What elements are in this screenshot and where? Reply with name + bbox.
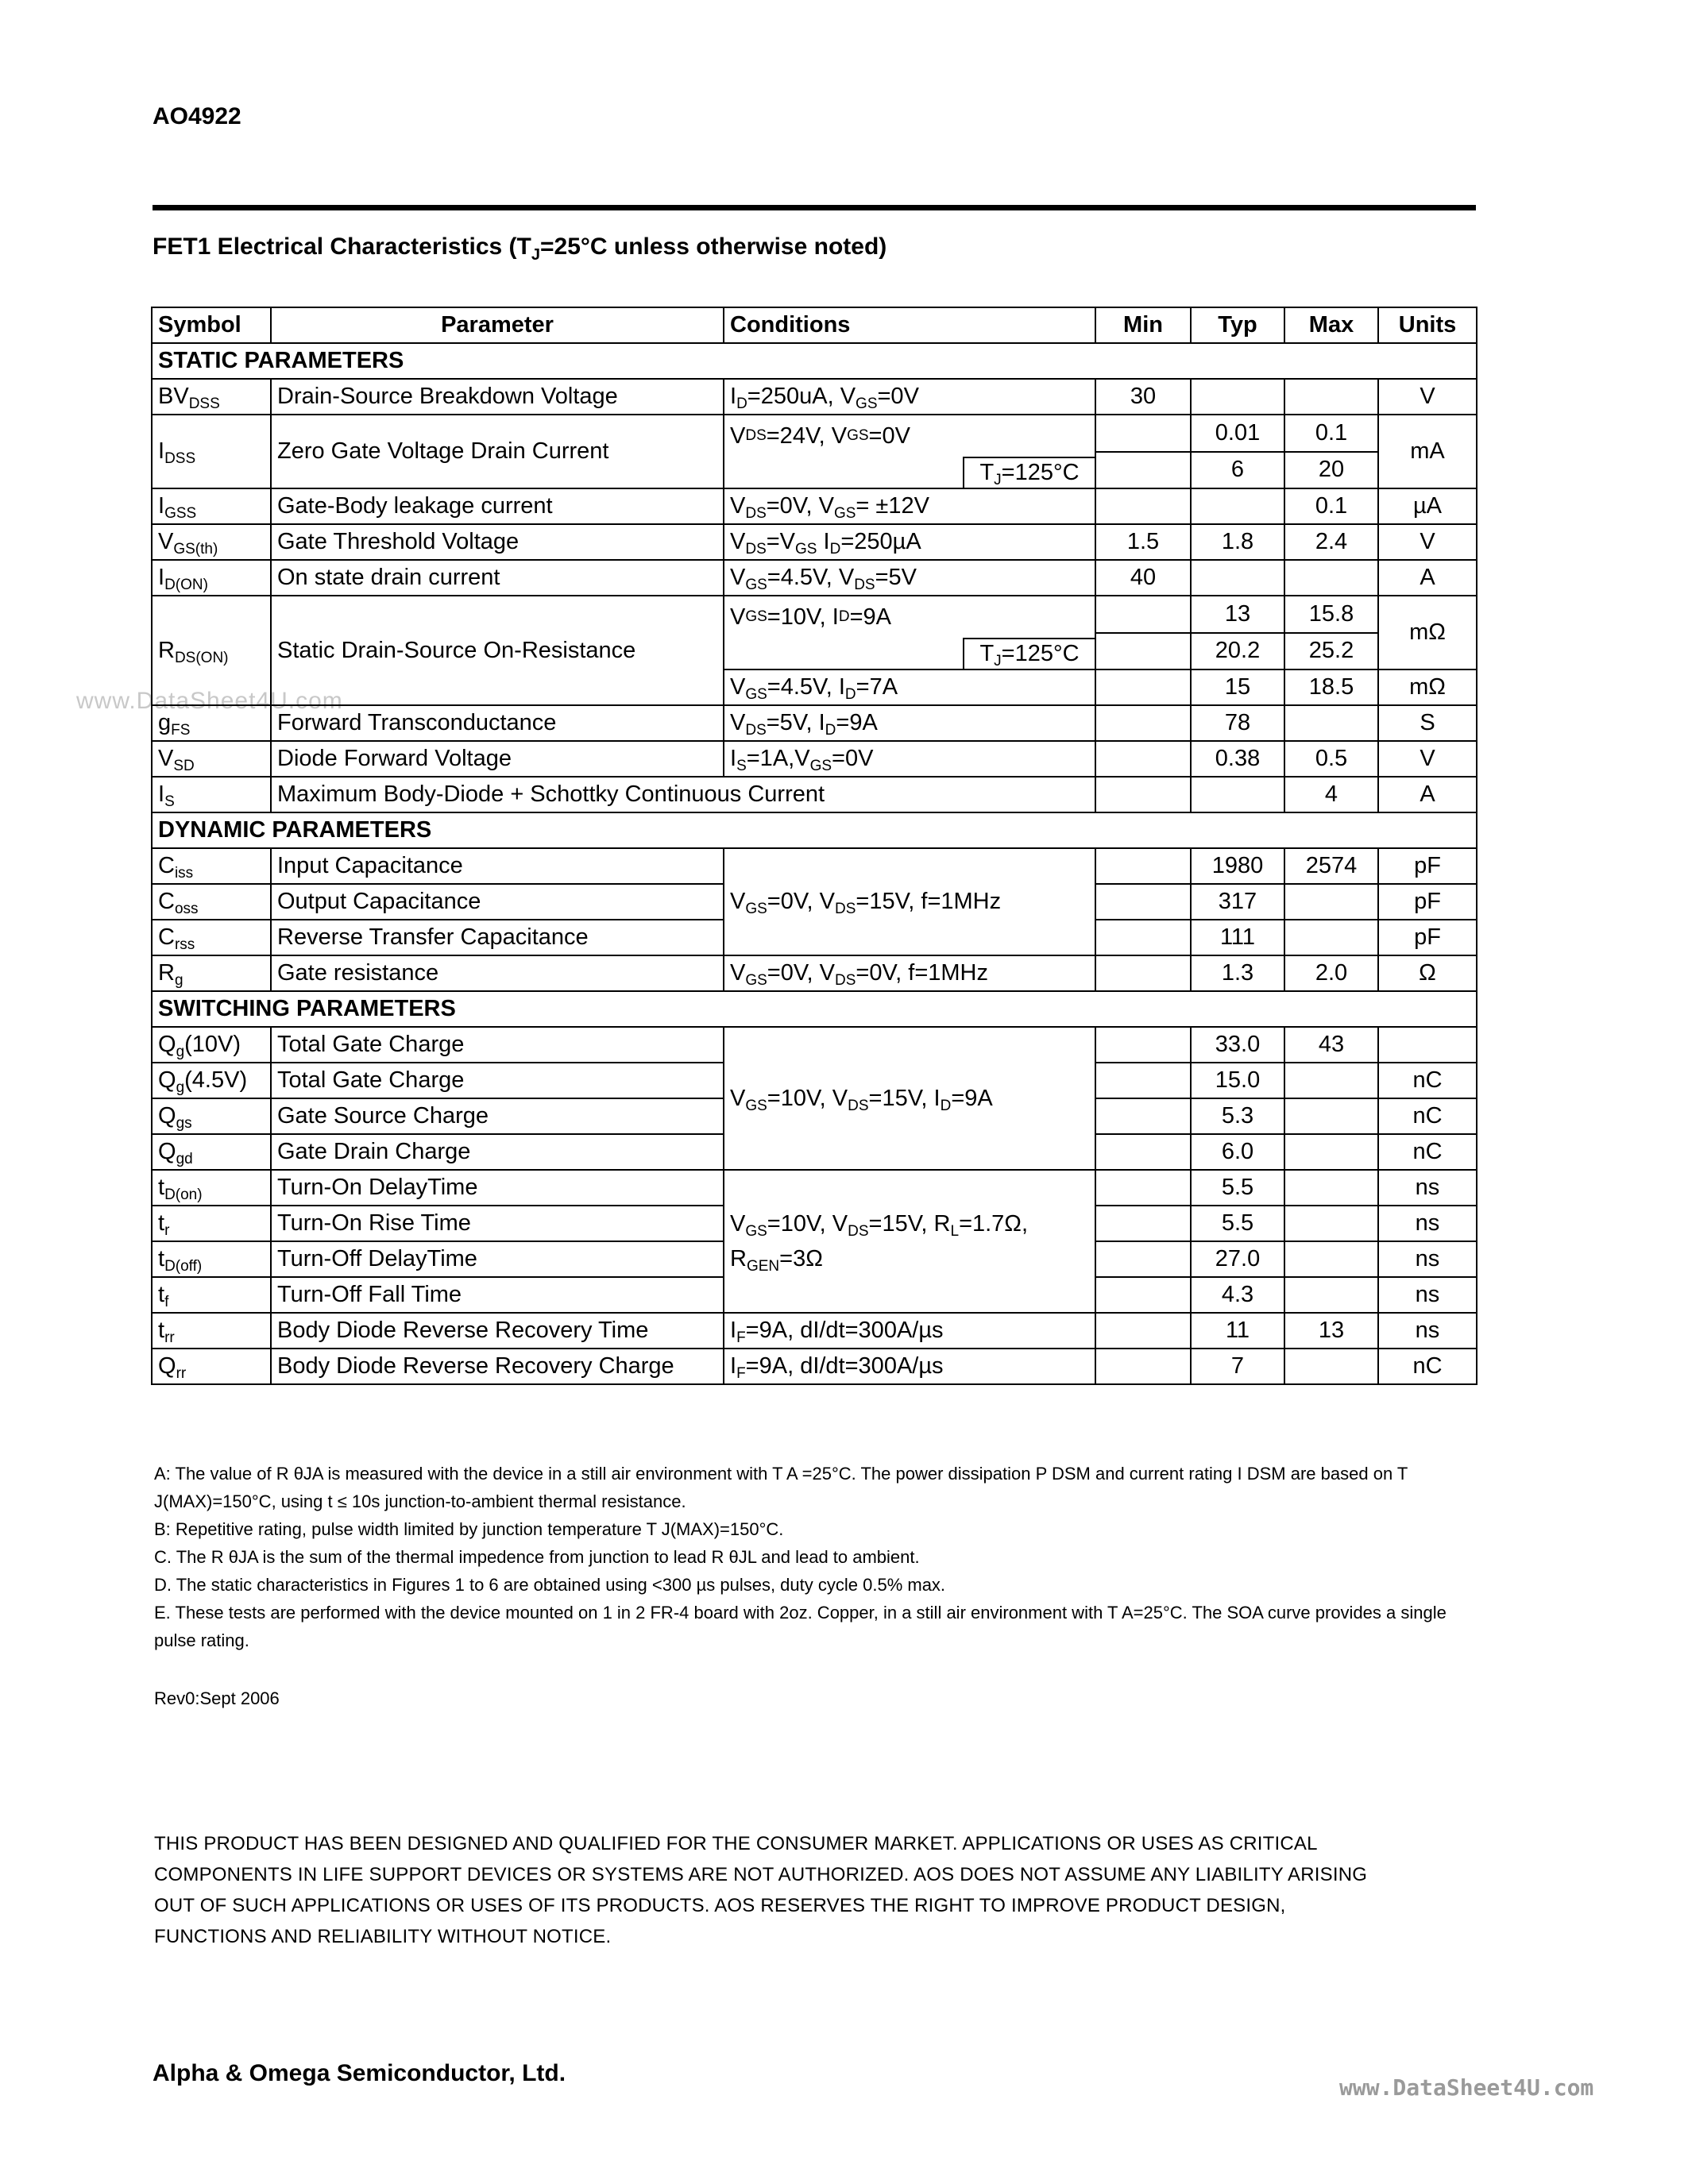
unit-cell: mΩ [1378, 669, 1477, 705]
symbol-cell: $Q_{gs}$ [152, 1098, 271, 1134]
parameter-cell: Turn-Off Fall Time [271, 1277, 724, 1313]
unit-cell: V [1378, 524, 1477, 560]
section-label: STATIC PARAMETERS [152, 343, 1477, 379]
revision: Rev0:Sept 2006 [154, 1688, 280, 1708]
max-cell [1284, 560, 1378, 596]
typ-cell: 15.0 [1191, 1063, 1284, 1098]
header-min: Min [1095, 307, 1191, 343]
typ-cell: 27.0 [1191, 1241, 1284, 1277]
table-row [152, 415, 1477, 452]
max-cell: 20 [1284, 452, 1378, 489]
header-typ: Typ [1191, 307, 1284, 343]
table-row [152, 379, 1477, 415]
min-cell [1095, 488, 1191, 524]
unit-cell: pF [1378, 848, 1477, 884]
unit-cell: nC [1378, 1098, 1477, 1134]
conditions-cell: $I_F=9A$, dI/dt=300A/µs [724, 1313, 1095, 1349]
conditions-cell: $V_{DS}=V_{GS}$ $I_D=250\mu A$ [724, 524, 1095, 560]
parameter-cell: Total Gate Charge [271, 1027, 724, 1063]
min-cell [1095, 1027, 1191, 1063]
typ-cell [1191, 488, 1284, 524]
parameter-cell: Body Diode Reverse Recovery Time [271, 1313, 724, 1349]
unit-cell: µA [1378, 488, 1477, 524]
header-conditions: Conditions [724, 307, 1095, 343]
max-cell: 18.5 [1284, 669, 1378, 705]
parameter-cell: Input Capacitance [271, 848, 724, 884]
min-cell [1095, 1206, 1191, 1241]
max-cell [1284, 920, 1378, 955]
symbol-cell: $R_{DS(ON)}$ [152, 596, 271, 705]
conditions-cell: $I_D=250uA$, $V_{GS}=0V$ [724, 379, 1095, 415]
max-cell: 2574 [1284, 848, 1378, 884]
company-name: Alpha & Omega Semiconductor, Ltd. [153, 2060, 566, 2086]
table-row [152, 560, 1477, 596]
parameter-cell: Turn-On Rise Time [271, 1206, 724, 1241]
symbol-cell: $Q_g(10V)$ [152, 1027, 271, 1063]
max-cell [1284, 1349, 1378, 1384]
conditions-cell: $V_{GS}=10V$, $V_{DS}=15V$, $R_L=1.7\Omega$, $R_{GEN}=3\Omega$ [724, 1170, 1095, 1313]
typ-cell: 7 [1191, 1349, 1284, 1384]
section-row-static [152, 343, 1477, 379]
symbol-cell: $R_g$ [152, 955, 271, 991]
typ-cell: 1.3 [1191, 955, 1284, 991]
parameter-cell: Gate resistance [271, 955, 724, 991]
symbol-cell: $t_f$ [152, 1277, 271, 1313]
unit-cell: mA [1378, 415, 1477, 488]
note-e: E. These tests are performed with the device mounted on 1 in 2 FR-4 board with 2oz. Copper, in a still air environment with T A=25°C. The SOA curve provides a single pulse rating. [154, 1603, 1447, 1650]
typ-cell: 0.01 [1191, 415, 1284, 452]
symbol-cell: $BV_{DSS}$ [152, 379, 271, 415]
max-cell [1284, 1206, 1378, 1241]
section-label: DYNAMIC PARAMETERS [152, 812, 1477, 848]
watermark-left: www.DataSheet4U.com [76, 688, 343, 714]
max-cell: 25.2 [1284, 633, 1378, 670]
symbol-cell: $V_{GS(th)}$ [152, 524, 271, 560]
min-cell [1095, 741, 1191, 777]
max-cell: 0.5 [1284, 741, 1378, 777]
table-row [152, 705, 1477, 741]
max-cell: 2.4 [1284, 524, 1378, 560]
unit-cell: A [1378, 560, 1477, 596]
symbol-cell: $Q_{rr}$ [152, 1349, 271, 1384]
watermark-right: www.DataSheet4U.com [1339, 2074, 1594, 2101]
max-cell [1284, 379, 1378, 415]
min-cell [1095, 1277, 1191, 1313]
parameter-cell: Gate-Body leakage current [271, 488, 724, 524]
conditions-cell: $V_{DS}=0V$, $V_{GS}= \pm 12V$ [724, 488, 1095, 524]
header-units: Units [1378, 307, 1477, 343]
min-cell [1095, 777, 1191, 812]
max-cell [1284, 1098, 1378, 1134]
symbol-cell: $C_{rss}$ [152, 920, 271, 955]
parameter-cell: Gate Drain Charge [271, 1134, 724, 1170]
unit-cell: ns [1378, 1170, 1477, 1206]
unit-cell: ns [1378, 1277, 1477, 1313]
max-cell [1284, 705, 1378, 741]
table-row [152, 777, 1477, 812]
footnotes [154, 1460, 1473, 1654]
unit-cell [1378, 1027, 1477, 1063]
unit-cell: Ω [1378, 955, 1477, 991]
parameter-cell: Static Drain-Source On-Resistance [271, 596, 724, 705]
min-cell [1095, 848, 1191, 884]
typ-cell: 6 [1191, 452, 1284, 489]
symbol-cell: $Q_g(4.5V)$ [152, 1063, 271, 1098]
parameter-cell: Reverse Transfer Capacitance [271, 920, 724, 955]
parameter-cell: Total Gate Charge [271, 1063, 724, 1098]
parameter-cell: Drain-Source Breakdown Voltage [271, 379, 724, 415]
parameter-cell: Turn-On DelayTime [271, 1170, 724, 1206]
unit-cell: nC [1378, 1063, 1477, 1098]
table-row [152, 848, 1477, 884]
min-cell [1095, 1098, 1191, 1134]
typ-cell: 15 [1191, 669, 1284, 705]
typ-cell: 4.3 [1191, 1277, 1284, 1313]
symbol-cell: $Q_{gd}$ [152, 1134, 271, 1170]
table-row [152, 596, 1477, 633]
parameter-cell: Zero Gate Voltage Drain Current [271, 415, 724, 488]
parameter-cell: Body Diode Reverse Recovery Charge [271, 1349, 724, 1384]
max-cell [1284, 1170, 1378, 1206]
min-cell [1095, 669, 1191, 705]
table-row [152, 1349, 1477, 1384]
conditions-cell: $V_{GS}=4.5V$, $I_D=7A$ [724, 669, 1095, 705]
conditions-cell: $V_{GS}=0V$, $V_{DS}=0V$, f=1MHz [724, 955, 1095, 991]
max-cell [1284, 1241, 1378, 1277]
max-cell: 0.1 [1284, 488, 1378, 524]
symbol-cell: $V_{SD}$ [152, 741, 271, 777]
min-cell [1095, 452, 1191, 489]
min-cell [1095, 920, 1191, 955]
typ-cell: 5.5 [1191, 1206, 1284, 1241]
min-cell [1095, 705, 1191, 741]
symbol-cell: $g_{FS}$ [152, 705, 271, 741]
top-rule [153, 205, 1476, 210]
min-cell: 30 [1095, 379, 1191, 415]
max-cell [1284, 1134, 1378, 1170]
table-row [152, 524, 1477, 560]
min-cell [1095, 1241, 1191, 1277]
typ-cell: 33.0 [1191, 1027, 1284, 1063]
typ-cell: 1.8 [1191, 524, 1284, 560]
min-cell [1095, 596, 1191, 633]
typ-cell: 78 [1191, 705, 1284, 741]
min-cell [1095, 1349, 1191, 1384]
typ-cell: 11 [1191, 1313, 1284, 1349]
note-c: C. The R θJA is the sum of the thermal impedence from junction to lead R θJL and lead to ambient. [154, 1547, 920, 1567]
typ-cell: 20.2 [1191, 633, 1284, 670]
typ-cell: 5.3 [1191, 1098, 1284, 1134]
unit-cell: V [1378, 741, 1477, 777]
unit-cell: pF [1378, 920, 1477, 955]
note-b: B: Repetitive rating, pulse width limited by junction temperature T J(MAX)=150°C. [154, 1519, 784, 1539]
parameter-cell: Maximum Body-Diode + Schottky Continuous Current [271, 777, 1095, 812]
symbol-cell: $I_{DSS}$ [152, 415, 271, 488]
parameter-cell: Forward Transconductance [271, 705, 724, 741]
min-cell: 1.5 [1095, 524, 1191, 560]
unit-cell: nC [1378, 1349, 1477, 1384]
typ-cell [1191, 560, 1284, 596]
max-cell: 0.1 [1284, 415, 1378, 452]
conditions-cell: $V_{GS}=4.5V$, $V_{DS}=5V$ [724, 560, 1095, 596]
conditions-cell: V GS =10V, I D =9A $T_J=125^\circ C$ [724, 596, 1095, 669]
conditions-cell: V DS =24V, V GS =0V $T_J=125^\circ C$ [724, 415, 1095, 488]
symbol-cell: $C_{oss}$ [152, 884, 271, 920]
unit-cell: ns [1378, 1241, 1477, 1277]
symbol-cell: $t_r$ [152, 1206, 271, 1241]
table-row [152, 955, 1477, 991]
typ-cell: 6.0 [1191, 1134, 1284, 1170]
max-cell: 43 [1284, 1027, 1378, 1063]
min-cell [1095, 1134, 1191, 1170]
unit-cell: S [1378, 705, 1477, 741]
part-number: AO4922 [153, 103, 241, 129]
typ-cell: 5.5 [1191, 1170, 1284, 1206]
conditions-cell: $V_{GS}=0V$, $V_{DS}=15V$, f=1MHz [724, 848, 1095, 955]
table-row [152, 1027, 1477, 1063]
parameter-cell: Turn-Off DelayTime [271, 1241, 724, 1277]
parameter-cell: Diode Forward Voltage [271, 741, 724, 777]
min-cell [1095, 1170, 1191, 1206]
note-d: D. The static characteristics in Figures 1 to 6 are obtained using <300 µs pulses, duty cycle 0.5% max. [154, 1575, 946, 1595]
conditions-cell: $I_S=1A,V_{GS}=0V$ [724, 741, 1095, 777]
parameter-cell: On state drain current [271, 560, 724, 596]
symbol-cell: $C_{iss}$ [152, 848, 271, 884]
min-cell [1095, 884, 1191, 920]
min-cell: 40 [1095, 560, 1191, 596]
electrical-characteristics-table [151, 307, 1477, 1385]
max-cell: 4 [1284, 777, 1378, 812]
typ-cell: 13 [1191, 596, 1284, 633]
unit-cell: V [1378, 379, 1477, 415]
disclaimer: THIS PRODUCT HAS BEEN DESIGNED AND QUALIFIED FOR THE CONSUMER MARKET. APPLICATIONS OR USES AS CRITICAL COMPONENTS IN LIFE SUPPORT DEVICES OR SYSTEMS ARE NOT AUTHORIZED. AOS DOES NOT ASSUME ANY LIABILITY ARISING OUT OF SUCH APPLICATIONS OR USES OF ITS PRODUCTS. AOS RESERVES THE RIGHT TO IMPROVE PRODUCT DESIGN, FUNCTIONS AND RELIABILITY WITHOUT NOTICE. [154, 1833, 1368, 1947]
max-cell [1284, 1063, 1378, 1098]
typ-cell [1191, 777, 1284, 812]
min-cell [1095, 633, 1191, 670]
table-header-row [152, 307, 1477, 343]
conditions-cell: $V_{DS}=5V$, $I_D=9A$ [724, 705, 1095, 741]
table-row [152, 741, 1477, 777]
section-title: FET1 Electrical Characteristics ($T_J=25^\circ C$ unless otherwise noted) [153, 233, 887, 264]
conditions-cell: $V_{GS}=10V$, $V_{DS}=15V$, $I_D=9A$ [724, 1027, 1095, 1170]
unit-cell: nC [1378, 1134, 1477, 1170]
unit-cell: ns [1378, 1206, 1477, 1241]
table-row [152, 488, 1477, 524]
symbol-cell: $t_{rr}$ [152, 1313, 271, 1349]
unit-cell: mΩ [1378, 596, 1477, 669]
unit-cell: ns [1378, 1313, 1477, 1349]
max-cell [1284, 1277, 1378, 1313]
conditions-cell: $I_F=9A$, dI/dt=300A/µs [724, 1349, 1095, 1384]
typ-cell: 1980 [1191, 848, 1284, 884]
section-label: SWITCHING PARAMETERS [152, 991, 1477, 1027]
header-max: Max [1284, 307, 1378, 343]
symbol-cell: $I_{GSS}$ [152, 488, 271, 524]
section-row-switching [152, 991, 1477, 1027]
header-parameter: Parameter [271, 307, 724, 343]
typ-cell: 317 [1191, 884, 1284, 920]
parameter-cell: Gate Threshold Voltage [271, 524, 724, 560]
max-cell [1284, 884, 1378, 920]
unit-cell: A [1378, 777, 1477, 812]
note-a: A: The value of R θJA is measured with the device in a still air environment with T A =25°C. The power dissipation P DSM and current rating I DSM are based on T J(MAX)=150°C, using t ≤ 10s junction-to-ambient thermal resistance. [154, 1464, 1408, 1511]
header-symbol: Symbol [152, 307, 271, 343]
parameter-cell: Gate Source Charge [271, 1098, 724, 1134]
table-row [152, 1313, 1477, 1349]
symbol-cell: $t_{D(off)}$ [152, 1241, 271, 1277]
min-cell [1095, 1063, 1191, 1098]
min-cell [1095, 955, 1191, 991]
typ-cell: 111 [1191, 920, 1284, 955]
table-row [152, 1170, 1477, 1206]
max-cell: 15.8 [1284, 596, 1378, 633]
typ-cell [1191, 379, 1284, 415]
max-cell: 2.0 [1284, 955, 1378, 991]
symbol-cell: $I_{D(ON)}$ [152, 560, 271, 596]
unit-cell: pF [1378, 884, 1477, 920]
max-cell: 13 [1284, 1313, 1378, 1349]
section-row-dynamic [152, 812, 1477, 848]
symbol-cell: $t_{D(on)}$ [152, 1170, 271, 1206]
min-cell [1095, 1313, 1191, 1349]
symbol-cell: $I_S$ [152, 777, 271, 812]
typ-cell: 0.38 [1191, 741, 1284, 777]
parameter-cell: Output Capacitance [271, 884, 724, 920]
min-cell [1095, 415, 1191, 452]
